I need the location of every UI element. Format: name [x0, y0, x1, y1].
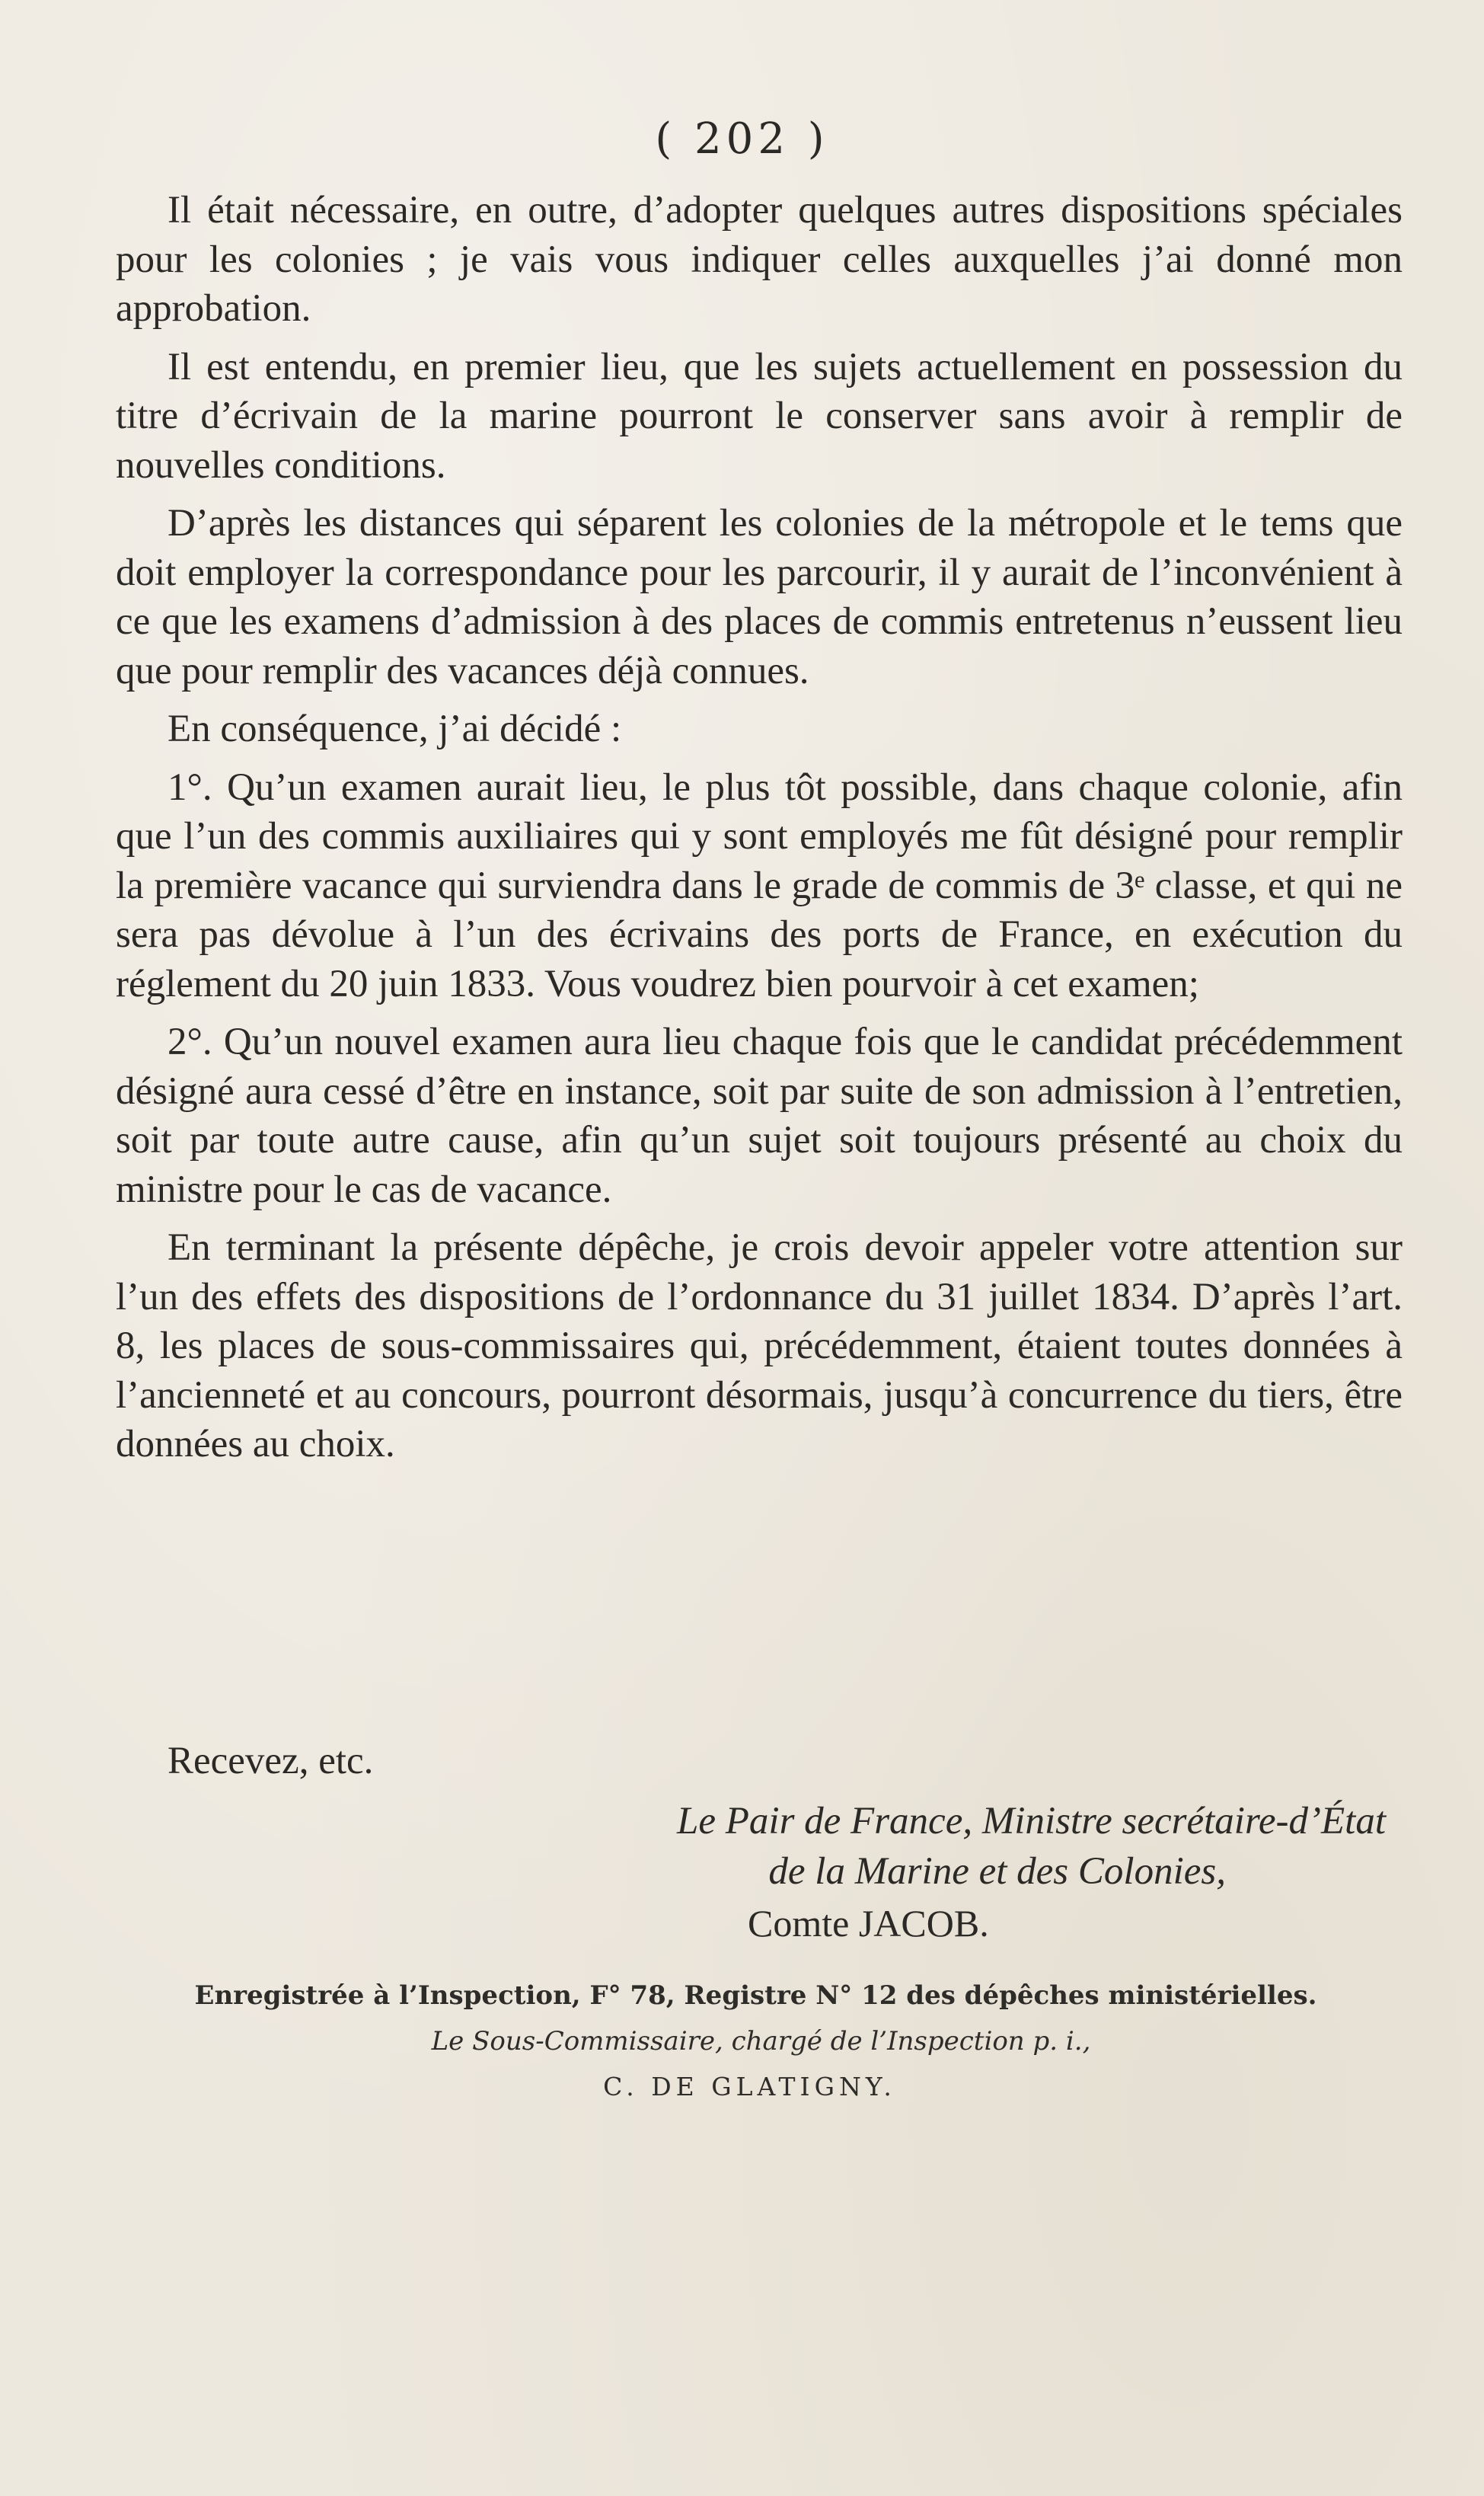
registry-note — [0, 1973, 1484, 2110]
signature-title-line2: de la Marine et des Colonies, — [768, 1850, 1226, 1893]
paragraph-distances: D’après les distances qui séparent les colonies de la métropole et le tems que doit employer la correspondance pour les parcourir, il y aurait de l’inconvénient à ce que les examens d’admission à des places de commis entretenus n’eussent lieu que pour remplir des vacances déjà connues. — [116, 502, 1403, 692]
salutation: Recevez, etc. — [168, 1740, 374, 1782]
letter-body — [116, 186, 1403, 1478]
paragraph-second-point: 2°. Qu’un nouvel examen aura lieu chaque fois que le candidat précédemment désigné aura cessé d’être en instance, soit par suite de son admission à l’entretien, soit par toute autre cause, afin qu’un sujet soit toujours présenté au choix du ministre pour le cas de vacance. — [116, 1021, 1403, 1211]
inspector-title: Le Sous-Commissaire, chargé de l’Inspection p. i., — [431, 2026, 1091, 2057]
paragraph-writers-title: Il est entendu, en premier lieu, que les sujets actuellement en possession du titre d’écrivain de la marine pourront le conserver sans avoir à remplir de nouvelles conditions. — [116, 345, 1403, 487]
signature-title — [116, 1796, 1403, 1897]
registry-line: Enregistrée à l’Inspection, F° 78, Registre N° 12 des dépêches ministérielles. — [194, 1980, 1317, 2011]
signature-name: Comte JACOB. — [748, 1902, 989, 1945]
paragraph-decision: En conséquence, j’ai décidé : — [168, 708, 622, 750]
letter-closing — [116, 1737, 1403, 1948]
signature-title-line1: Le Pair de France, Ministre secrétaire-d’État — [677, 1800, 1386, 1842]
page-number: ( 202 ) — [655, 114, 829, 164]
paragraph-intro: Il était nécessaire, en outre, d’adopter quelques autres dispositions spéciales pour les colonies ; je vais vous indiquer celles auxquelles j’ai donné mon approbation. — [116, 189, 1403, 330]
inspector-name: C. DE GLATIGNY. — [603, 2072, 896, 2101]
paragraph-conclusion: En terminant la présente dépêche, je crois devoir appeler votre attention sur l’un des effets des dispositions de l’ordonnance du 31 juillet 1834. D’après l’art. 8, les places de sous-commissaires qui, précédemment, étaient toutes données à l’ancienneté et au concours, pourront désormais, jusqu’à concurrence du tiers, être données au choix. — [116, 1226, 1403, 1465]
paragraph-first-point: 1°. Qu’un examen aurait lieu, le plus tôt possible, dans chaque colonie, afin que l’un des commis auxiliaires qui y sont employés me fût désigné pour remplir la première vacance qui surviendra dans le grade de commis de 3ᵉ classe, et qui ne sera pas dévolue à l’un des écrivains des ports de France, en exécution du réglement du 20 juin 1833. Vous voudrez bien pourvoir à cet examen; — [116, 765, 1403, 1005]
